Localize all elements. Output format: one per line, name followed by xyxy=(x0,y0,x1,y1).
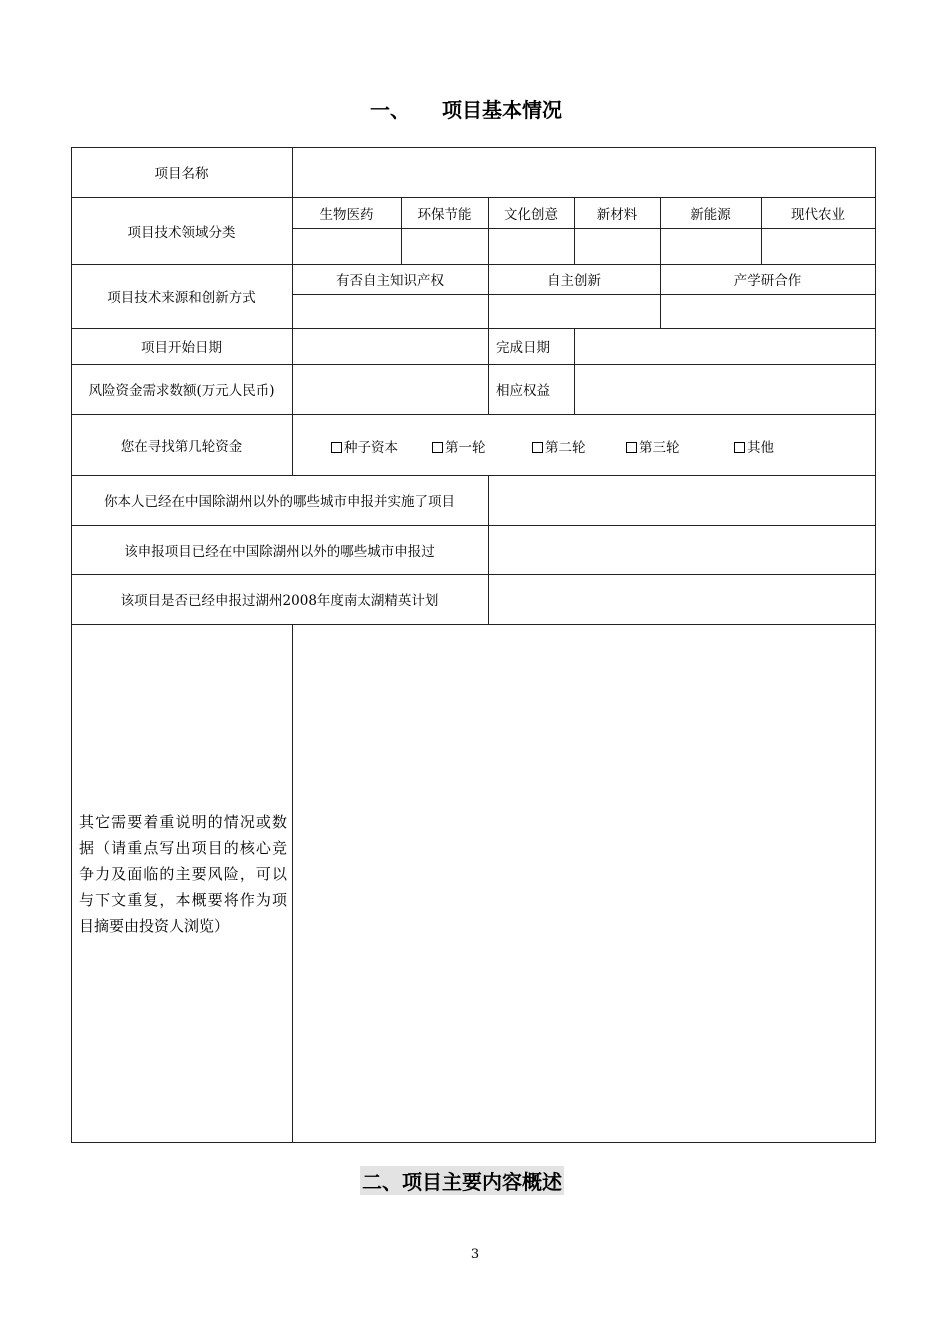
section-1-title xyxy=(370,94,562,123)
project-name-field[interactable] xyxy=(293,148,875,197)
equity-field[interactable] xyxy=(575,365,875,414)
other-notes-label: 其它需要着重说明的情况或数据（请重点写出项目的核心竞争力及面临的主要风险，可以与下文重复，本概要将作为项目摘要由投资人浏览） xyxy=(79,813,287,935)
tech-field-label: 项目技术领域分类 xyxy=(127,224,236,241)
tech-field-agriculture: 现代农业 xyxy=(791,206,845,223)
start-date-label: 项目开始日期 xyxy=(141,340,222,356)
tech-field-input-5[interactable] xyxy=(661,229,761,264)
tech-field-input-2[interactable] xyxy=(402,229,488,264)
other-cities-implemented-label: 你本人已经在中国除湖州以外的哪些城市申报并实施了项目 xyxy=(104,494,455,510)
risk-capital-label: 风险资金需求数额(万元人民币) xyxy=(88,383,275,399)
tech-source-ip: 有否自主知识产权 xyxy=(336,273,444,289)
end-date-field[interactable] xyxy=(575,329,875,364)
tech-source-independent: 自主创新 xyxy=(547,273,601,289)
tech-source-input-1[interactable] xyxy=(293,295,488,328)
applied-2008-label: 该项目是否已经申报过湖州2008年度南太湖精英计划 xyxy=(120,593,439,609)
tech-source-input-3[interactable] xyxy=(661,295,875,328)
tech-source-cooperation: 产学研合作 xyxy=(733,273,802,289)
tech-field-input-6[interactable] xyxy=(762,229,875,264)
tech-field-materials: 新材料 xyxy=(596,206,638,223)
other-cities-applied-field[interactable] xyxy=(489,526,875,574)
round-option-third[interactable]: 第三轮 xyxy=(626,436,680,456)
funding-round-label: 您在寻找第几轮资金 xyxy=(120,438,243,455)
round-option-second[interactable]: 第二轮 xyxy=(532,436,586,456)
checkbox-icon xyxy=(734,442,745,453)
applied-2008-field[interactable] xyxy=(489,575,875,624)
tech-field-input-3[interactable] xyxy=(489,229,574,264)
section-2-title: 二、项目主要内容概述 xyxy=(360,1166,564,1195)
section-1-label: 项目基本情况 xyxy=(442,98,562,122)
project-basic-info-table xyxy=(71,147,876,1143)
other-cities-applied-label: 该申报项目已经在中国除湖州以外的哪些城市申报过 xyxy=(124,543,435,560)
start-date-field[interactable] xyxy=(293,329,488,364)
tech-source-label: 项目技术来源和创新方式 xyxy=(107,290,256,306)
checkbox-icon xyxy=(331,442,342,453)
tech-field-input-1[interactable] xyxy=(293,229,401,264)
other-cities-implemented-field[interactable] xyxy=(489,476,875,525)
page-number: 3 xyxy=(470,1247,480,1262)
tech-field-culture: 文化创意 xyxy=(504,206,558,223)
tech-field-input-4[interactable] xyxy=(575,229,660,264)
checkbox-icon xyxy=(626,442,637,453)
round-option-other[interactable]: 其他 xyxy=(734,436,774,456)
tech-field-biomedicine: 生物医药 xyxy=(319,206,374,223)
round-option-seed[interactable]: 种子资本 xyxy=(331,436,398,456)
equity-label: 相应权益 xyxy=(496,383,550,399)
checkbox-icon xyxy=(532,442,543,453)
round-option-first[interactable]: 第一轮 xyxy=(432,436,486,456)
other-notes-field[interactable] xyxy=(293,625,875,1142)
section-1-number: 一、 xyxy=(370,98,410,122)
end-date-label: 完成日期 xyxy=(496,340,550,356)
project-name-label: 项目名称 xyxy=(154,166,209,182)
risk-capital-field[interactable] xyxy=(293,365,488,414)
checkbox-icon xyxy=(432,442,443,453)
tech-field-environmental: 环保节能 xyxy=(417,206,472,223)
tech-source-input-2[interactable] xyxy=(489,295,660,328)
tech-field-energy: 新能源 xyxy=(690,206,731,223)
